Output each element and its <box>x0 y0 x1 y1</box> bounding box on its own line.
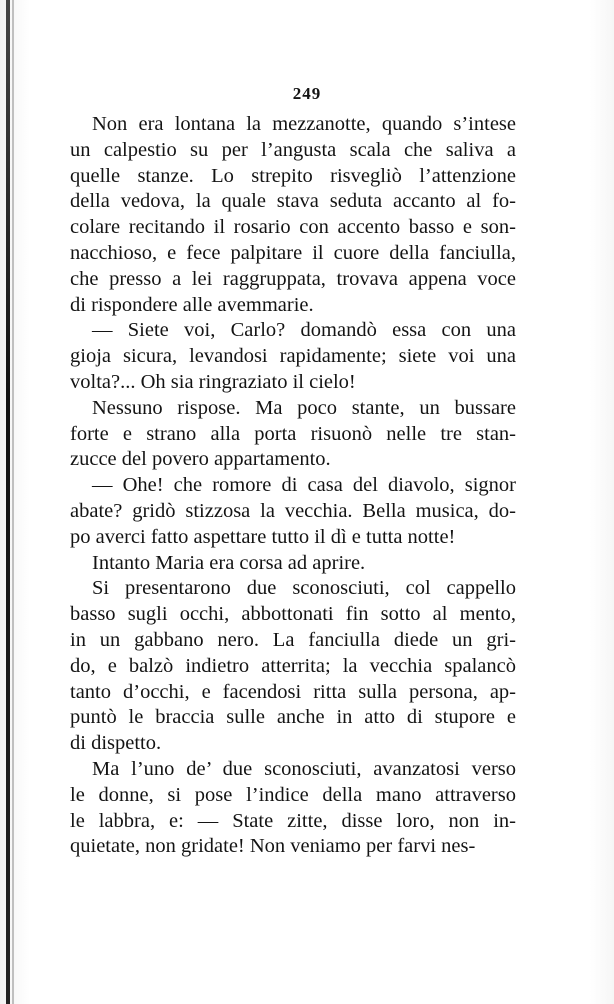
paragraph <box>70 396 516 473</box>
text-line: colare recitando il rosario con accento basso e son- <box>70 216 516 239</box>
text-line: quietate, non gridate! Non veniamo per farvi nes- <box>70 835 476 858</box>
text-line: zucce del povero appartamento. <box>70 448 331 471</box>
page-binding-shadow <box>12 0 14 1004</box>
text-line: in un gabbano nero. La fanciulla diede un gri- <box>70 628 516 651</box>
text-line: Nessuno rispose. Ma poco stante, un bussare <box>92 396 516 419</box>
text-line: della vedova, la quale stava seduta accanto al fo- <box>70 190 516 213</box>
paragraph <box>70 112 516 318</box>
text-line: Si presentarono due sconosciuti, col cappello <box>92 577 516 600</box>
text-line: forte e strano alla porta risuonò nelle tre stan- <box>70 422 516 445</box>
text-line: do, e balzò indietro atterrita; la vecchia spalancò <box>70 654 516 677</box>
text-line: — Siete voi, Carlo? domandò essa con una <box>92 319 516 342</box>
paragraph <box>70 757 516 860</box>
text-line: Non era lontana la mezzanotte, quando s’intese <box>92 113 516 135</box>
text-line: volta?... Oh sia ringraziato il cielo! <box>70 370 356 393</box>
text-line: che presso a lei raggruppata, trovava appena voce <box>70 267 516 290</box>
paragraph <box>70 473 516 550</box>
text-line: di dispetto. <box>70 732 162 755</box>
text-line: abate? gridò stizzosa la vecchia. Bella musica, do- <box>70 499 516 522</box>
text-line: quelle stanze. Lo strepito risvegliò l’attenzione <box>70 164 516 187</box>
text-line: po averci fatto aspettare tutto il dì e tutta notte! <box>70 525 456 548</box>
text-line: Intanto Maria era corsa ad aprire. <box>92 551 366 574</box>
text-line: gioja sicura, levandosi rapidamente; siete voi una <box>70 345 516 368</box>
page-binding-edge <box>6 0 10 1004</box>
text-line: — Ohe! che romore di casa del diavolo, signor <box>92 474 516 497</box>
text-line: le labbra, e: — State zitte, disse loro, non in- <box>70 809 516 832</box>
text-line: le donne, si pose l’indice della mano attraverso <box>70 783 516 806</box>
text-line: un calpestio su per l’angusta scala che saliva a <box>70 138 516 161</box>
paragraph <box>70 576 516 757</box>
body-text <box>70 112 516 860</box>
page-number: 249 <box>292 84 322 103</box>
text-line: puntò le braccia sulle anche in atto di stupore e <box>70 706 516 729</box>
paragraph <box>70 318 516 395</box>
text-line: di rispondere alle avemmarie. <box>70 293 314 316</box>
text-line: nacchioso, e fece palpitare il cuore della fanciulla, <box>70 241 516 264</box>
paragraph <box>70 551 516 577</box>
text-line: tanto d’occhi, e facendosi ritta sulla persona, ap- <box>70 680 516 703</box>
text-line: basso sugli occhi, abbottonati fin sotto al mento, <box>70 603 516 626</box>
text-line: Ma l’uno de’ due sconosciuti, avanzatosi verso <box>92 757 516 780</box>
